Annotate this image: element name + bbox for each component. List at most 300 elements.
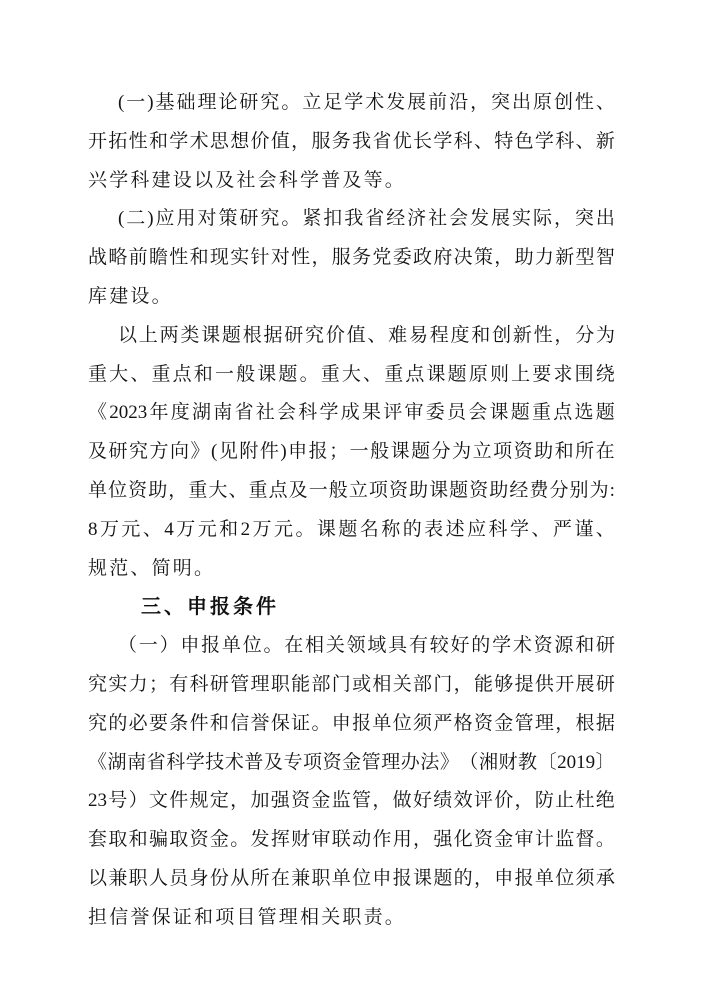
text-run: 课 [257,363,277,385]
text-run: 审 [514,829,534,851]
text-run: 学 [185,751,205,773]
text-run: 研 [239,92,259,113]
text-run: 从 [230,867,250,889]
document-line [88,239,615,278]
text-run: 的 [402,518,422,540]
text-run: 二 [126,208,146,230]
text-run: 术 [365,92,385,113]
text-run: 、 [142,518,162,540]
text-run: 分 [431,441,451,463]
text-run: ， [473,867,493,889]
text-run: 南 [213,402,233,424]
document-line [88,666,615,705]
text-run: 据 [263,324,283,346]
text-run: 在 [284,635,304,657]
section-heading: 三、申报条件 [141,596,279,619]
text-run: 报 [514,867,534,889]
text-run: 相 [305,635,325,657]
text-run: 、 [473,130,493,152]
text-run: 委 [425,402,445,424]
text-run: ） [128,790,148,812]
text-run: 报 [308,441,328,463]
text-run: 申 [288,441,308,463]
text-run: 财 [498,751,518,773]
document-line [88,705,615,744]
text-run: 科 [453,130,473,152]
document-line [88,356,615,395]
text-run: 重 [88,363,108,385]
text-run: 出 [595,208,615,230]
text-run: 现 [209,247,229,269]
text-run: 对 [197,208,217,230]
text-run: 。 [311,712,331,734]
text-run: 学 [492,635,512,657]
text-run: 资 [322,751,342,773]
text-run: 述 [445,518,465,540]
text-run: 一 [214,363,234,385]
text-run: 际 [532,208,552,230]
text-run: 财 [291,829,311,851]
text-run: 题 [510,402,530,424]
text-run: 对 [270,247,290,269]
text-run: 身 [189,867,209,889]
text-run: 原 [532,92,552,113]
text-run: 性 [128,130,148,152]
text-run: 会 [449,208,469,230]
text-run: 普 [244,751,264,773]
text-run: 课 [390,441,410,463]
document-line [88,821,615,860]
text-run: 价 [494,790,514,812]
text-run: 以 [88,867,108,889]
text-run: 效 [453,790,473,812]
text-run: ， [514,790,534,812]
text-run: 关 [325,635,345,657]
text-run: 在 [270,867,290,889]
text-run: 理 [197,92,217,113]
text-run: 理 [250,673,270,695]
text-run: 湘 [478,751,498,773]
text-run: 资 [469,479,489,501]
text-run: 《 [88,402,108,424]
text-run: 科 [189,673,209,695]
text-run: 年 [149,402,169,424]
text-run: 能 [473,673,493,695]
text-run: 题 [338,518,358,540]
text-run: 源 [554,635,574,657]
text-run: 见 [218,441,238,463]
text-run: 实 [230,247,250,269]
text-run: ， [494,247,514,269]
text-run: 选 [574,402,594,424]
text-run: 申 [331,712,351,734]
text-run: 思 [209,130,229,152]
text-run: 誉 [250,712,270,734]
text-run: 发 [386,92,406,113]
text-run: 开 [555,673,575,695]
text-run: 课 [413,867,433,889]
text-run: 域 [367,635,387,657]
text-run: 两 [159,324,179,346]
text-run: 策 [473,247,493,269]
text-run: 力 [128,673,148,695]
text-run: 办 [400,751,420,773]
text-run: 严 [433,712,453,734]
text-run: 务 [331,130,351,152]
text-run: 件 [169,790,189,812]
text-run: 。 [281,208,301,230]
text-run: 。 [281,92,301,113]
text-run: 助 [514,247,534,269]
text-run: 值 [270,130,290,152]
text-run: 保 [270,712,290,734]
text-run: 提 [514,673,534,695]
text-run: 和 [148,130,168,152]
text-run: 8 [88,518,98,540]
text-run: 术 [512,635,532,657]
text-run: 突 [491,92,511,113]
text-run: 监 [331,790,351,812]
text-run: 资 [128,479,148,501]
text-run: 针 [250,247,270,269]
text-run: 法 [420,751,440,773]
text-run: 谨 [574,518,594,540]
text-run: 、 [575,130,595,152]
text-run: 分 [575,324,595,346]
text-run: 规 [189,790,209,812]
text-run: 研 [108,441,128,463]
text-run: 相 [372,673,392,695]
text-run: 战 [88,247,108,269]
text-run: 点 [405,363,425,385]
text-run: 助 [148,479,168,501]
text-run: 别 [569,479,589,501]
text-run: 》 [439,751,459,773]
text-run: 新 [595,130,615,152]
text-run: 性 [574,92,594,113]
text-run: 般 [328,479,348,501]
text-run: 紧 [302,208,322,230]
text-run: 为 [589,479,609,501]
text-run: 点 [268,479,288,501]
text-run: 重 [531,402,551,424]
text-run: 取 [108,829,128,851]
text-run: 社 [428,208,448,230]
document-line [88,782,615,821]
text-run: 必 [128,712,148,734]
text-run: 度 [450,324,470,346]
text-run: 有 [169,673,189,695]
text-run: 新 [512,324,532,346]
text-run: 审 [311,829,331,851]
text-run: 课 [426,363,446,385]
text-run: 瞻 [148,247,168,269]
text-run: 基 [155,92,175,113]
text-run: 理 [381,751,401,773]
text-run: 研 [239,208,259,230]
text-run: 学 [433,130,453,152]
text-run: 要 [532,363,552,385]
text-run: 资 [189,829,209,851]
text-run: 的 [471,635,491,657]
text-run: 2 [240,518,251,540]
text-run: 资 [473,829,493,851]
text-run: 大 [109,363,129,385]
text-run: 和 [471,324,491,346]
text-run: 般 [370,441,390,463]
text-run: 单 [534,867,554,889]
text-run: 一 [308,479,328,501]
text-run: 绝 [595,790,615,812]
text-run: 所 [250,867,270,889]
document-line [88,123,615,162]
text-run: 果 [361,402,381,424]
text-run: 展 [491,208,511,230]
text-run: ， [413,829,433,851]
text-run: ， [555,712,575,734]
text-run: 围 [574,363,594,385]
text-run: 究 [88,673,108,695]
text-run: 扣 [323,208,343,230]
text-run: 服 [311,130,331,152]
text-run: 、 [363,363,383,385]
text-run: ） [159,635,179,657]
text-run: 会 [276,402,296,424]
text-run: 课 [489,402,509,424]
text-run: 和 [189,247,209,269]
text-run: 套 [88,829,108,851]
text-run: 金 [209,829,229,851]
text-run: 员 [446,402,466,424]
text-run: 资 [513,441,533,463]
text-run: 展 [407,92,427,113]
text-run: 略 [108,247,128,269]
text-run: 件 [189,712,209,734]
text-run: 金 [494,712,514,734]
text-run: 止 [555,790,575,812]
text-run: 长 [413,130,433,152]
text-run: 助 [534,441,554,463]
text-run: 实 [108,673,128,695]
document-body [88,84,615,938]
text-run: 具 [388,635,408,657]
text-run: 。 [295,518,315,540]
text-run: 大 [208,479,228,501]
text-run: 格 [453,712,473,734]
text-run: （ [118,635,138,657]
text-run: 新 [555,247,575,269]
text-run: 拓 [108,130,128,152]
text-run: 门 [433,673,453,695]
text-run: 附 [239,441,259,463]
text-run: 〕 [595,751,615,773]
text-run: 题 [449,479,469,501]
text-run: 突 [574,208,594,230]
text-run: 根 [242,324,262,346]
text-run: 沿 [449,92,469,113]
text-run: 用 [392,829,412,851]
text-run: 省 [365,208,385,230]
text-run: 位 [352,867,372,889]
text-run: 上 [138,324,158,346]
text-run: 科 [555,130,575,152]
text-run: 究 [88,712,108,734]
text-run: 和 [193,363,213,385]
text-run: 智 [595,247,615,269]
text-run: 万 [176,518,196,540]
text-run: 应 [467,518,487,540]
text-run: 大 [341,363,361,385]
text-run: 及 [88,441,108,463]
text-run: 称 [381,518,401,540]
text-run: 号 [108,790,128,812]
text-run: 重 [384,363,404,385]
text-run: 、 [228,479,248,501]
text-run: 学 [534,130,554,152]
text-run: 〔 [537,751,557,773]
text-run: 申 [372,867,392,889]
text-run: 术 [224,751,244,773]
text-run: 资 [473,712,493,734]
text-run: ， [470,92,490,113]
text-run: 供 [534,673,554,695]
text-run: 分 [549,479,569,501]
text-run: 职 [270,673,290,695]
text-run: 发 [470,208,490,230]
text-run: 题 [278,363,298,385]
text-run: 的 [453,867,473,889]
text-run: ( [211,441,218,463]
document-line: 兴学科建设以及社会科学普及等。 [88,169,407,191]
text-run: ； [329,441,349,463]
text-run: 件 [259,441,279,463]
text-run: 术 [189,130,209,152]
document-line: 担信誉保证和项目管理相关职责。 [88,906,407,928]
text-run: 骗 [148,829,168,851]
text-run: 政 [413,247,433,269]
text-run: 和 [575,635,595,657]
text-run: 关 [392,673,412,695]
document-line [88,511,615,550]
text-run: 究 [260,92,280,113]
text-run: 强 [433,829,453,851]
text-run: 课 [201,324,221,346]
text-run: : [609,479,615,501]
text-run: 我 [352,130,372,152]
text-run: 管 [514,712,534,734]
text-run: 党 [372,247,392,269]
text-run: 务 [352,247,372,269]
text-run: 题 [411,441,431,463]
text-run: 、 [531,518,551,540]
text-run: 单 [331,867,351,889]
text-run: 报 [352,712,372,734]
text-run: 向 [170,441,190,463]
text-run: 学 [319,402,339,424]
text-run: 学 [169,130,189,152]
text-run: 专 [283,751,303,773]
text-run: 或 [352,673,372,695]
text-run: 点 [553,402,573,424]
text-run: 够 [494,673,514,695]
text-run: 、 [367,324,387,346]
text-run: （ [459,751,479,773]
text-run: 要 [148,712,168,734]
text-run: 成 [340,402,360,424]
text-run: 会 [468,402,488,424]
text-run: 和 [554,441,574,463]
text-run: 题 [595,402,615,424]
text-run: 实 [512,208,532,230]
text-run: 技 [205,751,225,773]
text-run: 方 [149,441,169,463]
document-line [88,317,615,356]
text-run: 4 [164,518,174,540]
text-run: 和 [219,518,239,540]
text-run: ) [147,92,154,113]
text-run: 单 [88,479,108,501]
text-run: 科 [166,751,186,773]
text-run: 策 [218,208,238,230]
text-run: 2019 [557,751,596,773]
text-run: 究 [129,441,149,463]
text-run: 较 [429,635,449,657]
text-run: 申 [494,867,514,889]
text-run: 动 [352,829,372,851]
text-run: 取 [169,829,189,851]
text-run: 易 [408,324,428,346]
text-run: ， [168,479,188,501]
text-run: 一 [126,92,146,113]
text-run: 科 [298,402,318,424]
document-line [88,627,615,666]
text-run: 所 [575,441,595,463]
text-run: 创 [492,324,512,346]
text-run: 评 [473,790,493,812]
text-run: 金 [342,751,362,773]
text-run: 及 [263,751,283,773]
text-run: 兼 [108,867,128,889]
text-run: 定 [209,790,229,812]
text-run: 度 [170,402,190,424]
text-run: 用 [176,208,196,230]
text-run: 础 [176,92,196,113]
text-run: 管 [361,751,381,773]
text-run: 研 [209,673,229,695]
text-run: 人 [148,867,168,889]
text-run: 条 [169,712,189,734]
text-run: 前 [428,92,448,113]
text-run: 位 [242,635,262,657]
text-run: 绕 [595,363,615,385]
text-run: 文 [148,790,168,812]
text-run: 求 [553,363,573,385]
text-run: 题 [447,363,467,385]
document-line [88,84,615,123]
text-run: 份 [209,867,229,889]
text-run: 申 [180,635,200,657]
text-run: 重 [188,479,208,501]
text-run: 能 [291,673,311,695]
text-run: 。 [595,829,615,851]
text-run: 重 [151,363,171,385]
text-run: 省 [372,130,392,152]
text-run: 开 [88,130,108,152]
text-run: 位 [392,712,412,734]
text-run: 出 [512,92,532,113]
text-run: 学 [509,518,529,540]
text-run: ， [291,130,311,152]
